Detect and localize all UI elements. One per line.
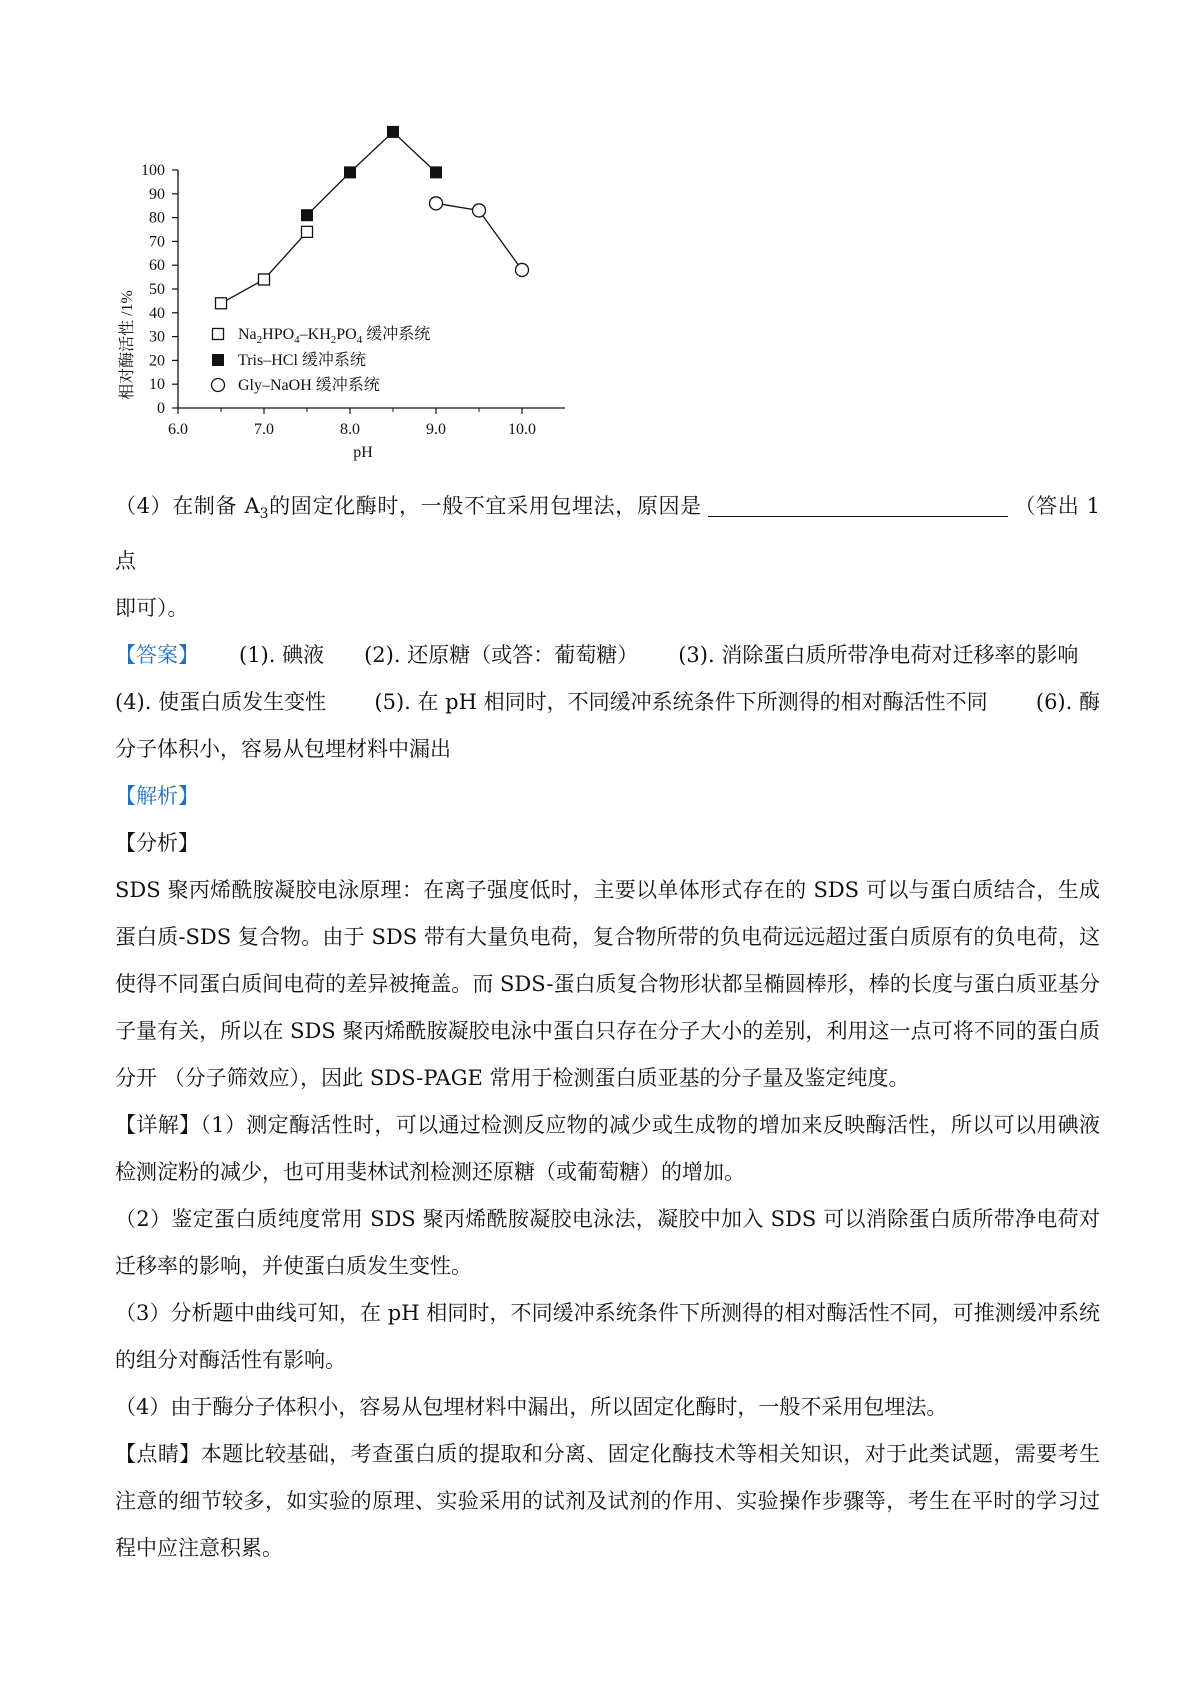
y-tick-label-50: 50 bbox=[149, 281, 165, 298]
fenxi-label: 【分析】 bbox=[115, 831, 199, 856]
question-4-line-2: 即可）。 bbox=[115, 596, 189, 621]
enzyme-activity-chart bbox=[110, 120, 630, 523]
y-axis-label: 相对酶活性 /1% bbox=[119, 290, 136, 400]
answer-2: (2). 还原糖（或答：葡萄糖） bbox=[364, 643, 639, 668]
x-tick-label-8.0: 8.0 bbox=[340, 421, 360, 438]
detail-paragraph-4: （4）由于酶分子体积小，容易从包埋材料中漏出，所以固定化酶时，一般不采用包埋法。 bbox=[115, 1395, 948, 1420]
data-point-s1-2 bbox=[388, 126, 399, 137]
data-point-s0-0 bbox=[216, 298, 227, 309]
answer-line-1 bbox=[115, 632, 1100, 679]
y-tick-label-60: 60 bbox=[149, 257, 165, 275]
data-point-s2-1 bbox=[473, 204, 486, 217]
question-4 bbox=[115, 483, 1100, 1572]
legend-marker-2 bbox=[212, 379, 225, 392]
question-4-line-1 bbox=[115, 483, 1100, 585]
x-axis-ticks bbox=[168, 408, 536, 438]
data-point-s0-2 bbox=[302, 226, 313, 237]
x-axis-label: pH bbox=[353, 444, 373, 461]
data-point-s1-0 bbox=[302, 210, 313, 221]
y-tick-label-100: 100 bbox=[141, 162, 165, 179]
answer-line-3: 分子体积小，容易从包埋材料中漏出 bbox=[115, 737, 451, 762]
question-4-tail: （答出 1 点 bbox=[115, 494, 1101, 574]
legend-entry-1: Tris–HCl 缓冲系统 bbox=[238, 352, 366, 369]
question-4-post: 的固定化酶时，一般不宜采用包埋法，原因是 bbox=[268, 494, 702, 518]
series-marks bbox=[216, 126, 529, 308]
x-tick-label-7.0: 7.0 bbox=[254, 421, 274, 438]
detail-paragraph-3: （3）分析题中曲线可知，在 pH 相同时，不同缓冲系统条件下所测得的相对酶活性不同，可推测缓冲系统的组分对酶活性有影响。 bbox=[115, 1301, 1100, 1373]
data-point-s1-3 bbox=[431, 167, 442, 178]
legend-marker-1 bbox=[213, 355, 224, 366]
answer-4: (4). 使蛋白质发生变性 bbox=[115, 690, 327, 715]
chart-legend bbox=[212, 325, 431, 394]
data-point-s0-1 bbox=[259, 274, 270, 285]
x-tick-label-10.0: 10.0 bbox=[508, 421, 536, 438]
x-tick-label-6.0: 6.0 bbox=[168, 421, 188, 438]
x-tick-label-9.0: 9.0 bbox=[426, 421, 446, 438]
answer-line-2 bbox=[115, 679, 1100, 726]
y-tick-label-90: 90 bbox=[149, 185, 165, 203]
y-tick-label-70: 70 bbox=[149, 233, 165, 251]
dianjing-paragraph bbox=[115, 1431, 1100, 1572]
data-point-s2-2 bbox=[516, 263, 529, 276]
legend-entry-0: $Na_2HPO_4-KH_2PO_4$ 缓冲系统 bbox=[238, 326, 431, 346]
detail-paragraph-2: （2）鉴定蛋白质纯度常用 SDS 聚丙烯酰胺凝胶电泳法，凝胶中加入 SDS 可以消除蛋白质所带净电荷对迁移率的影响，并使蛋白质发生变性。 bbox=[115, 1207, 1100, 1279]
dianjing-label: 【点睛】 bbox=[115, 1442, 201, 1467]
question-4-pre: （4）在制备 A bbox=[115, 494, 260, 518]
answer-label: 【答案】 bbox=[115, 643, 199, 668]
answer-3: (3). 消除蛋白质所带净电荷对迁移率的影响 bbox=[678, 643, 1079, 668]
y-tick-label-40: 40 bbox=[149, 304, 165, 322]
answer-5: (5). 在 pH 相同时，不同缓冲系统条件下所测得的相对酶活性不同 bbox=[374, 690, 988, 715]
analysis-label: 【解析】 bbox=[115, 784, 199, 809]
data-point-s2-0 bbox=[430, 197, 443, 210]
y-tick-label-80: 80 bbox=[149, 209, 165, 227]
answer-blank bbox=[708, 495, 1008, 517]
question-4-subscript: 3 bbox=[259, 506, 269, 523]
dianjing-text: 本题比较基础，考查蛋白质的提取和分离、固定化酶技术等相关知识，对于此类试题，需要考生注意的细节较多，如实验的原理、实验采用的试剂及试剂的作用、实验操作步骤等，考生在平时的学习过程中应注意积累。 bbox=[115, 1442, 1101, 1561]
y-tick-label-20: 20 bbox=[149, 352, 165, 370]
fenxi-text: SDS 聚丙烯酰胺凝胶电泳原理：在离子强度低时，主要以单体形式存在的 SDS 可以与蛋白质结合，生成蛋白质-SDS 复合物。由于 SDS 带有大量负电荷，复合物所带的负电荷远远超过蛋白质原有的负电荷，这使得不同蛋白质间电荷的差异被掩盖。而 SDS-蛋白质复合物形状都呈椭圆棒形，棒的长度与蛋白质亚基分子量有关，所以在 SDS 聚丙烯酰胺凝胶电泳中蛋白只存在分子大小的差别，利用这一点可将不同的蛋白质分开 （分子筛效应），因此 SDS-PAGE 常用于检测蛋白质亚基的分子量及鉴定纯度。 bbox=[115, 878, 1100, 1091]
answer-1: (1). 碘液 bbox=[239, 643, 325, 668]
legend-marker-0 bbox=[213, 329, 224, 340]
chart-axes bbox=[178, 170, 565, 408]
y-tick-label-10: 10 bbox=[149, 376, 165, 394]
data-point-s1-1 bbox=[345, 167, 356, 178]
y-axis-ticks bbox=[141, 162, 178, 417]
legend-entry-2: Gly–NaOH 缓冲系统 bbox=[238, 377, 380, 394]
detail-label: 【详解】 bbox=[115, 1113, 201, 1138]
detail-paragraph-1 bbox=[115, 1102, 1100, 1196]
series-line-1 bbox=[307, 132, 436, 215]
detail-text-1: （1）测定酶活性时，可以通过检测反应物的减少或生成物的增加来反映酶活性，所以可以用碘液检测淀粉的减少，也可用斐林试剂检测还原糖（或葡萄糖）的增加。 bbox=[115, 1113, 1101, 1185]
y-tick-label-0: 0 bbox=[157, 400, 165, 417]
y-tick-label-30: 30 bbox=[149, 328, 165, 346]
answer-6: (6). 酶 bbox=[1035, 690, 1100, 715]
series-line-0 bbox=[221, 232, 307, 303]
